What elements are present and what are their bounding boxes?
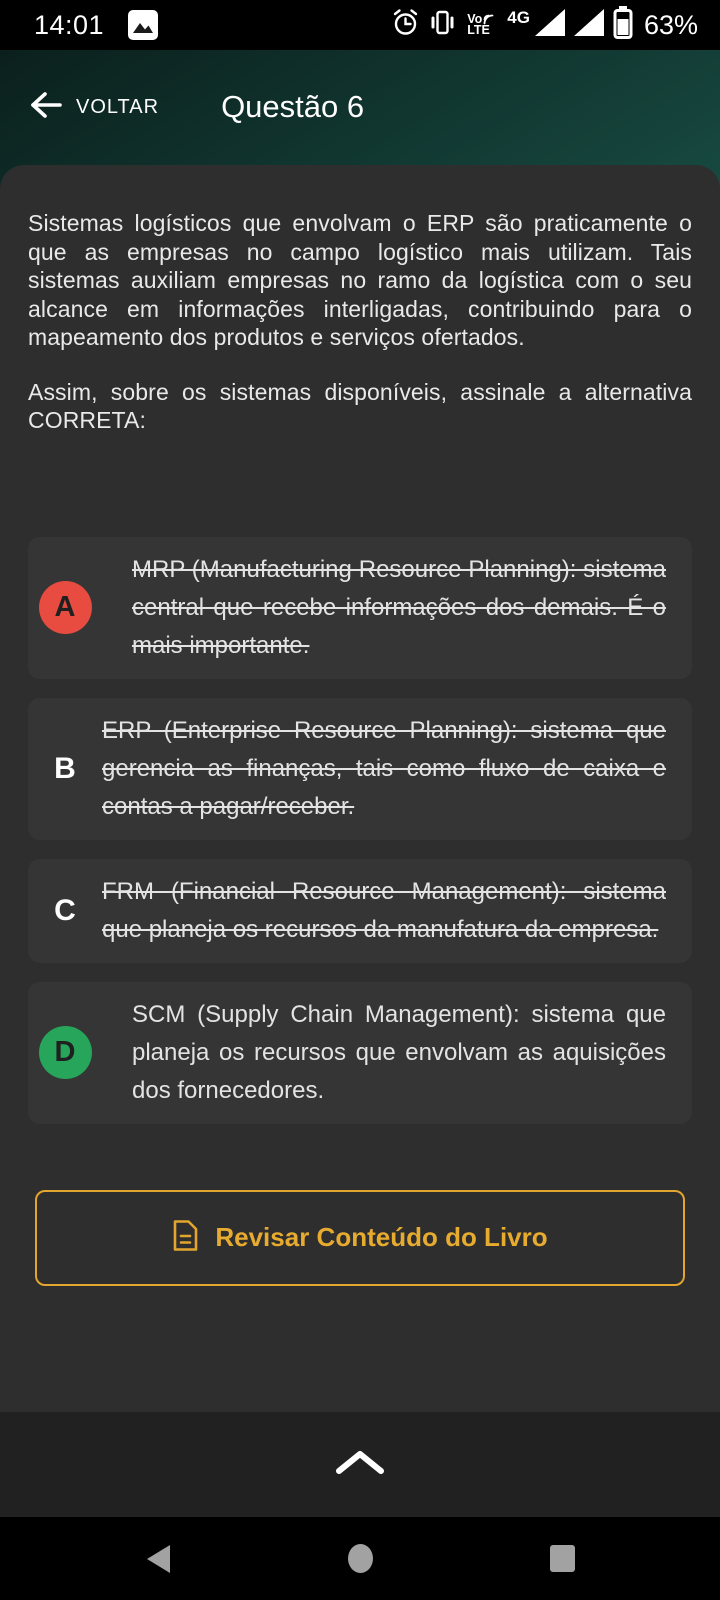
option-c[interactable] (28, 859, 692, 963)
network-type-label: 4G (507, 8, 530, 27)
arrow-left-icon (28, 89, 64, 126)
status-bar (0, 0, 720, 50)
volte-icon: Vo LTE (467, 14, 494, 36)
back-button-label: VOLTAR (76, 95, 160, 118)
option-b-badge: B (54, 751, 76, 785)
signal-icon-sim2 (574, 9, 604, 41)
option-c-text: FRM (Financial Resource Management): sistema que planeja os recursos da manufatura da empresa. (102, 877, 666, 943)
question-panel (0, 165, 720, 1412)
nav-recents-button[interactable] (542, 1539, 582, 1579)
clock: 14:01 (34, 9, 105, 40)
expand-sheet-button[interactable] (0, 1412, 720, 1517)
option-a-badge (38, 581, 92, 634)
nav-home-icon (348, 1544, 373, 1573)
wrong-answer-badge: A (39, 581, 92, 634)
chevron-up-icon (334, 1449, 386, 1480)
review-content-button[interactable] (35, 1190, 685, 1286)
option-a[interactable] (28, 537, 692, 679)
question-paragraph-2: Assim, sobre os sistemas disponíveis, assinale a alternativa CORRETA: (28, 378, 692, 433)
nav-home-button[interactable] (340, 1539, 380, 1579)
page-title: Questão 6 (221, 89, 365, 124)
alarm-icon (391, 8, 420, 42)
vibrate-icon (429, 8, 456, 42)
nav-back-button[interactable] (138, 1539, 178, 1579)
back-button[interactable] (28, 78, 159, 136)
option-a-text: MRP (Manufacturing Resource Planning): sistema central que recebe informações dos demais. É o mais importante. (132, 555, 666, 659)
option-b-text: ERP (Enterprise Resource Planning): sistema que gerencia as finanças, tais como fluxo de caixa e contas a pagar/receber. (102, 716, 666, 820)
nav-recents-icon (550, 1545, 575, 1572)
nav-back-icon (147, 1545, 170, 1573)
android-nav-bar (0, 1517, 720, 1600)
image-notification-icon (128, 10, 158, 40)
battery-icon (613, 6, 633, 44)
option-d-text: SCM (Supply Chain Management): sistema que planeja os recursos que envolvam as aquisições dos fornecedores. (132, 1000, 666, 1104)
option-b[interactable] (28, 698, 692, 840)
document-icon (172, 1219, 199, 1257)
signal-icon-sim1 (535, 9, 565, 41)
option-d[interactable] (28, 982, 692, 1124)
battery-percent: 63% (643, 9, 698, 40)
option-c-badge: C (54, 893, 76, 927)
review-content-label: Revisar Conteúdo do Livro (215, 1222, 548, 1252)
correct-answer-badge: D (39, 1026, 92, 1079)
options-list (28, 537, 692, 1124)
question-paragraph-1: Sistemas logísticos que envolvam o ERP são praticamente o que as empresas no campo logístico mais utilizam. Tais sistemas auxiliam empresas no ramo da logística com o seu alcance em informações interligadas, contribuindo para o mapeamento dos produtos e serviços ofertados. (28, 210, 692, 350)
option-d-badge (38, 1026, 92, 1079)
